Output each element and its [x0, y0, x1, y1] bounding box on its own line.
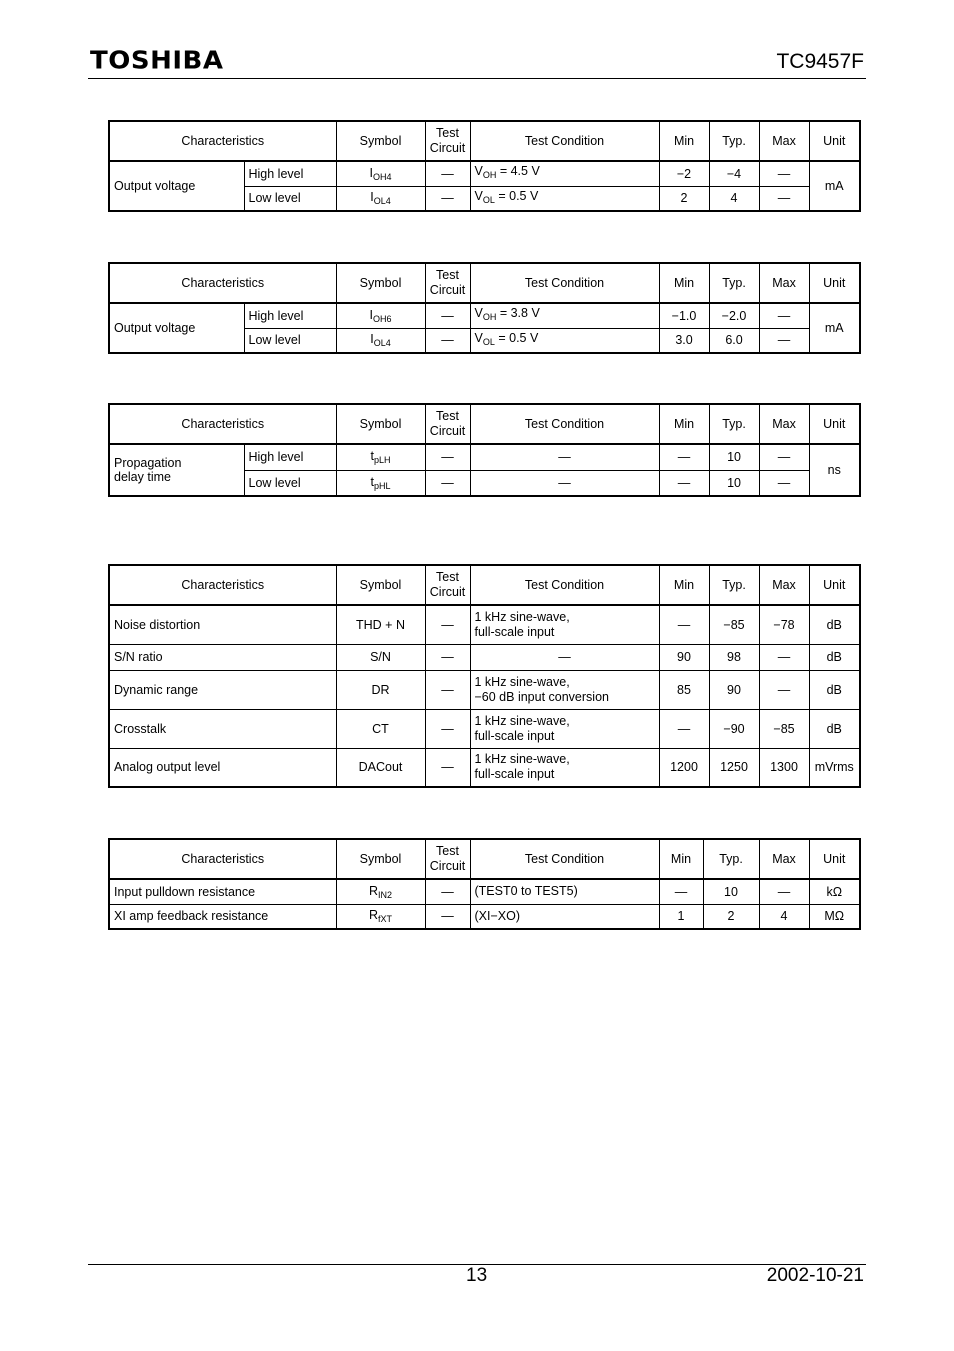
condition-cell: (TEST0 to TEST5)	[470, 879, 659, 904]
max-cell: −85	[759, 709, 809, 748]
condition-cell: $V_{OH} = 4.5$ V	[470, 161, 659, 186]
condition-cell: $V_{OH} = 3.8$ V	[470, 303, 659, 328]
max-cell: —	[759, 328, 809, 353]
symbol-cell: $R_{fXT}$	[336, 904, 425, 929]
typ-cell: 10	[709, 444, 759, 470]
col-test-circuit: Test Circuit	[425, 404, 470, 444]
col-test-condition: Test Condition	[470, 565, 659, 605]
symbol-cell: CT	[336, 709, 425, 748]
typ-cell: 10	[709, 470, 759, 496]
col-max: Max	[759, 404, 809, 444]
min-cell: —	[659, 879, 703, 904]
symbol-cell: $R_{IN2}$	[336, 879, 425, 904]
page-header	[88, 44, 866, 79]
symbol-cell: $t_{pHL}$	[336, 470, 425, 496]
min-cell: —	[659, 444, 709, 470]
param-name: Input pulldown resistance	[109, 879, 336, 904]
col-characteristics: Characteristics	[109, 839, 336, 879]
unit-cell: dB	[809, 670, 860, 709]
max-cell: —	[759, 644, 809, 670]
col-min: Min	[659, 404, 709, 444]
symbol-cell: DACout	[336, 748, 425, 787]
param-name: Propagation delay time	[109, 444, 244, 496]
param-name: Noise distortion	[109, 605, 336, 644]
test-circuit-cell: —	[425, 470, 470, 496]
param-name: Dynamic range	[109, 670, 336, 709]
part-number: TC9457F	[776, 50, 864, 73]
typ-cell: 98	[709, 644, 759, 670]
min-cell: —	[659, 605, 709, 644]
test-circuit-cell: —	[425, 605, 470, 644]
table-row	[109, 444, 860, 470]
col-symbol: Symbol	[336, 263, 425, 303]
spec-table-propagation-delay	[108, 403, 861, 497]
condition-cell: —	[470, 444, 659, 470]
max-cell: —	[759, 161, 809, 186]
condition-cell: (XI−XO)	[470, 904, 659, 929]
symbol-cell: $t_{pLH}$	[336, 444, 425, 470]
col-test-circuit: Test Circuit	[425, 263, 470, 303]
unit-cell: dB	[809, 709, 860, 748]
level-label: Low level	[244, 328, 336, 353]
table-row	[109, 748, 860, 787]
col-typ: Typ.	[709, 404, 759, 444]
min-cell: 90	[659, 644, 709, 670]
col-min: Min	[659, 565, 709, 605]
col-test-circuit: Test Circuit	[425, 839, 470, 879]
test-circuit-cell: —	[425, 186, 470, 211]
test-circuit-cell: —	[425, 303, 470, 328]
unit-cell: kΩ	[809, 879, 860, 904]
col-symbol: Symbol	[336, 404, 425, 444]
col-min: Min	[659, 121, 709, 161]
col-characteristics: Characteristics	[109, 263, 336, 303]
condition-cell: 1 kHz sine-wave, full-scale input	[470, 709, 659, 748]
test-circuit-cell: —	[425, 644, 470, 670]
min-cell: —	[659, 470, 709, 496]
spec-table-output-voltage-1	[108, 120, 861, 212]
table-row	[109, 904, 860, 929]
table-row	[109, 709, 860, 748]
typ-cell: 10	[703, 879, 759, 904]
min-cell: —	[659, 709, 709, 748]
min-cell: 1	[659, 904, 703, 929]
col-typ: Typ.	[703, 839, 759, 879]
col-unit: Unit	[809, 121, 860, 161]
symbol-cell: $I_{OL4}$	[336, 186, 425, 211]
level-label: High level	[244, 161, 336, 186]
level-label: High level	[244, 444, 336, 470]
col-test-circuit: Test Circuit	[425, 121, 470, 161]
col-unit: Unit	[809, 839, 860, 879]
col-characteristics: Characteristics	[109, 565, 336, 605]
typ-cell: 1250	[709, 748, 759, 787]
max-cell: 1300	[759, 748, 809, 787]
param-name: XI amp feedback resistance	[109, 904, 336, 929]
param-name: Output voltage	[109, 161, 244, 211]
param-name: Analog output level	[109, 748, 336, 787]
typ-cell: −4	[709, 161, 759, 186]
test-circuit-cell: —	[425, 879, 470, 904]
param-name: Crosstalk	[109, 709, 336, 748]
brand-logo: TOSHIBA	[90, 46, 224, 76]
col-characteristics: Characteristics	[109, 404, 336, 444]
symbol-cell: THD + N	[336, 605, 425, 644]
test-circuit-cell: —	[425, 328, 470, 353]
level-label: High level	[244, 303, 336, 328]
unit-cell: MΩ	[809, 904, 860, 929]
col-test-condition: Test Condition	[470, 404, 659, 444]
typ-cell: 6.0	[709, 328, 759, 353]
col-min: Min	[659, 839, 703, 879]
col-max: Max	[759, 263, 809, 303]
col-test-circuit: Test Circuit	[425, 565, 470, 605]
spec-table-audio-characteristics	[108, 564, 861, 788]
col-unit: Unit	[809, 404, 860, 444]
condition-cell: $V_{OL} = 0.5$ V	[470, 186, 659, 211]
typ-cell: 4	[709, 186, 759, 211]
max-cell: —	[759, 444, 809, 470]
typ-cell: −2.0	[709, 303, 759, 328]
test-circuit-cell: —	[425, 670, 470, 709]
max-cell: —	[759, 670, 809, 709]
max-cell: —	[759, 879, 809, 904]
document-date: 2002-10-21	[766, 1265, 864, 1286]
col-max: Max	[759, 839, 809, 879]
col-typ: Typ.	[709, 121, 759, 161]
unit-cell: mA	[809, 303, 860, 353]
level-label: Low level	[244, 186, 336, 211]
spec-table-resistance	[108, 838, 861, 930]
col-max: Max	[759, 121, 809, 161]
max-cell: 4	[759, 904, 809, 929]
col-test-condition: Test Condition	[470, 839, 659, 879]
typ-cell: 2	[703, 904, 759, 929]
table-row	[109, 879, 860, 904]
param-name: S/N ratio	[109, 644, 336, 670]
col-symbol: Symbol	[336, 121, 425, 161]
symbol-cell: $I_{OL4}$	[336, 328, 425, 353]
max-cell: —	[759, 186, 809, 211]
condition-cell: 1 kHz sine-wave, −60 dB input conversion	[470, 670, 659, 709]
col-typ: Typ.	[709, 263, 759, 303]
condition-cell: 1 kHz sine-wave, full-scale input	[470, 748, 659, 787]
max-cell: —	[759, 303, 809, 328]
param-name: Output voltage	[109, 303, 244, 353]
symbol-cell: DR	[336, 670, 425, 709]
condition-cell: —	[470, 644, 659, 670]
unit-cell: dB	[809, 644, 860, 670]
unit-cell: mVrms	[809, 748, 860, 787]
table-row	[109, 605, 860, 644]
symbol-cell: S/N	[336, 644, 425, 670]
min-cell: 1200	[659, 748, 709, 787]
min-cell: −1.0	[659, 303, 709, 328]
col-min: Min	[659, 263, 709, 303]
table-row	[109, 670, 860, 709]
col-typ: Typ.	[709, 565, 759, 605]
min-cell: 3.0	[659, 328, 709, 353]
col-test-condition: Test Condition	[470, 121, 659, 161]
typ-cell: −90	[709, 709, 759, 748]
col-test-condition: Test Condition	[470, 263, 659, 303]
condition-cell: —	[470, 470, 659, 496]
max-cell: —	[759, 470, 809, 496]
unit-cell: mA	[809, 161, 860, 211]
unit-cell: ns	[809, 444, 860, 496]
test-circuit-cell: —	[425, 444, 470, 470]
level-label: Low level	[244, 470, 336, 496]
min-cell: −2	[659, 161, 709, 186]
symbol-cell: $I_{OH6}$	[336, 303, 425, 328]
symbol-cell: $I_{OH4}$	[336, 161, 425, 186]
min-cell: 2	[659, 186, 709, 211]
page-number: 13	[466, 1265, 488, 1286]
unit-cell: dB	[809, 605, 860, 644]
test-circuit-cell: —	[425, 161, 470, 186]
col-unit: Unit	[809, 565, 860, 605]
condition-cell: 1 kHz sine-wave, full-scale input	[470, 605, 659, 644]
col-max: Max	[759, 565, 809, 605]
min-cell: 85	[659, 670, 709, 709]
test-circuit-cell: —	[425, 904, 470, 929]
table-row	[109, 303, 860, 328]
spec-table-output-voltage-2	[108, 262, 861, 354]
table-row	[109, 161, 860, 186]
col-characteristics: Characteristics	[109, 121, 336, 161]
typ-cell: 90	[709, 670, 759, 709]
test-circuit-cell: —	[425, 748, 470, 787]
max-cell: −78	[759, 605, 809, 644]
test-circuit-cell: —	[425, 709, 470, 748]
condition-cell: $V_{OL} = 0.5$ V	[470, 328, 659, 353]
col-unit: Unit	[809, 263, 860, 303]
col-symbol: Symbol	[336, 565, 425, 605]
col-symbol: Symbol	[336, 839, 425, 879]
table-row	[109, 644, 860, 670]
typ-cell: −85	[709, 605, 759, 644]
